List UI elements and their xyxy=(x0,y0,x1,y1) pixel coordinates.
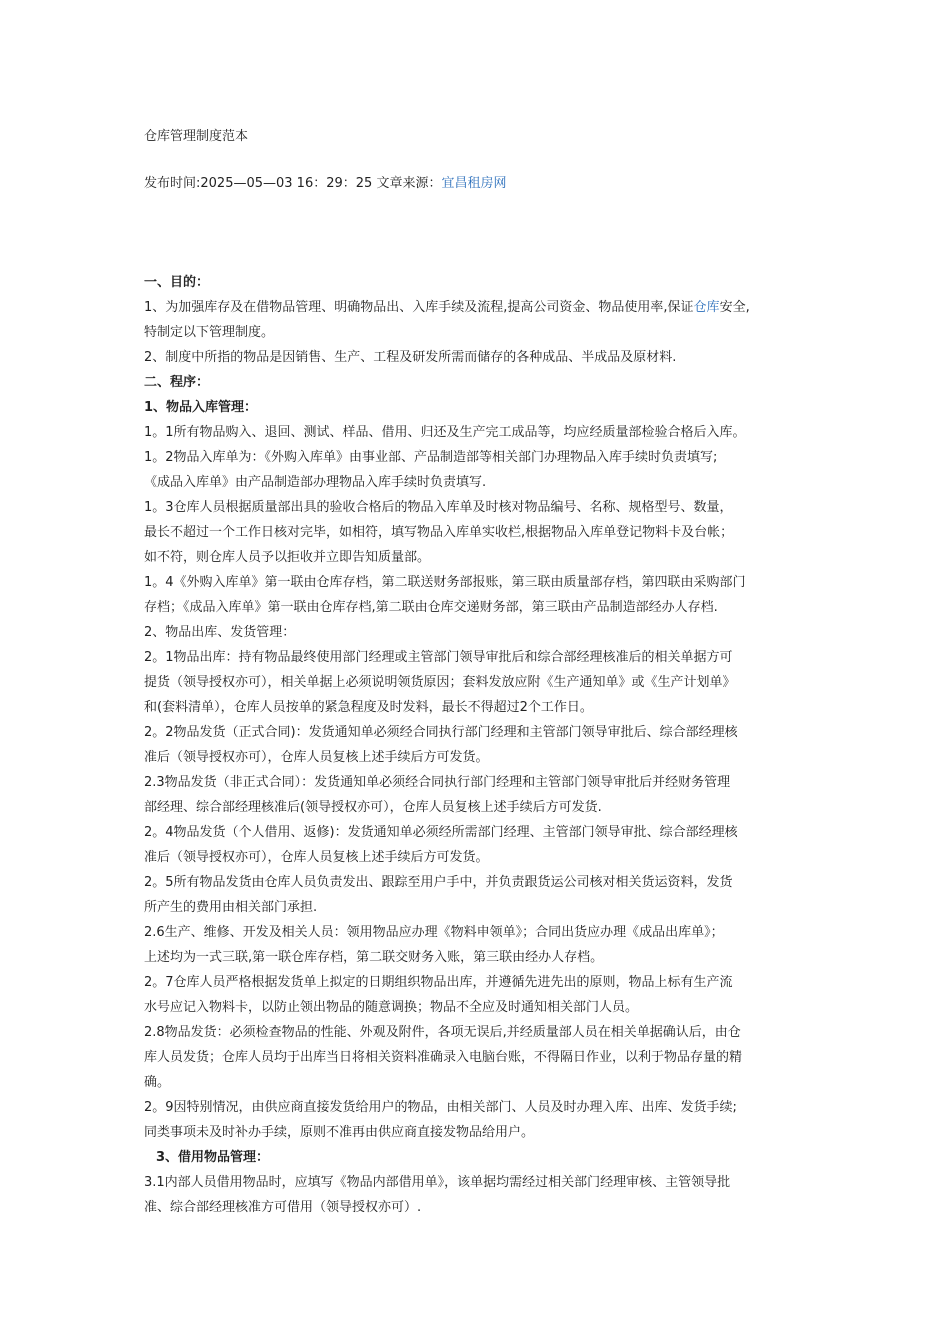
paragraph-line: 水号应记入物料卡，以防止领出物品的随意调换；物品不全应及时通知相关部门人员。 xyxy=(144,1000,639,1015)
paragraph-line: 2、物品出库、发货管理： xyxy=(144,625,296,640)
paragraph-line: 上述均为一式三联,第一联仓库存档，第二联交财务入账，第三联由经办人存档。 xyxy=(144,950,604,965)
paragraph-line: 二、程序： xyxy=(144,375,210,390)
paragraph-line: 2。1物品出库：持有物品最终使用部门经理或主管部门领导审批后和综合部经理核准后的相关单据方可 xyxy=(144,650,733,665)
paragraph-line: 1。2物品入库单为：《外购入库单》由事业部、产品制造部等相关部门办理物品入库手续时负责填写; xyxy=(144,450,718,465)
paragraph-line: 2。9因特别情况，由供应商直接发货给用户的物品，由相关部门、人员及时办理入库、出库、发货手续; xyxy=(144,1100,737,1115)
paragraph-line: 提货（领导授权亦可），相关单据上必须说明领货原因；套料发放应附《生产通知单》或《生产计划单》 xyxy=(144,675,736,690)
paragraph-line: 《成品入库单》由产品制造部办理物品入库手续时负责填写. xyxy=(144,475,487,490)
paragraph-line: 1、物品入库管理： xyxy=(144,400,258,415)
paragraph-line: 3.1内部人员借用物品时，应填写《物品内部借用单》，该单据均需经过相关部门经理审核、主管领导批 xyxy=(144,1175,731,1190)
paragraph-line: 和(套料清单），仓库人员按单的紧急程度及时发料，最长不得超过2个工作日。 xyxy=(144,700,593,715)
paragraph-line: 2。2物品发货（正式合同)：发货通知单必须经合同执行部门经理和主管部门领导审批后、综合部经理核 xyxy=(144,725,738,740)
paragraph-line: 部经理、综合部经理核准后(领导授权亦可），仓库人员复核上述手续后方可发货. xyxy=(144,800,602,815)
paragraph-line: 3、借用物品管理： xyxy=(156,1150,270,1165)
paragraph-line: 一、目的： xyxy=(144,275,210,290)
paragraph-line: 1。4《外购入库单》第一联由仓库存档，第二联送财务部报账，第三联由质量部存档，第四联由采购部门 xyxy=(144,575,746,590)
warehouse-link[interactable]: 仓库 xyxy=(693,300,720,315)
document-title: 仓库管理制度范本 xyxy=(144,129,249,144)
paragraph-line: 准、综合部经理核准方可借用（领导授权亦可）. xyxy=(144,1200,422,1215)
paragraph-line xyxy=(144,295,814,320)
line-text: 安全, xyxy=(719,300,750,315)
paragraph-line: 2、制度中所指的物品是因销售、生产、工程及研发所需而储存的各种成品、半成品及原材料. xyxy=(144,350,677,365)
line-text: 1、为加强库存及在借物品管理、明确物品出、入库手续及流程,提高公司资金、物品使用率,保证 xyxy=(144,300,694,315)
document-body xyxy=(144,270,814,1220)
paragraph-line: 最长不超过一个工作日核对完毕，如相符，填写物品入库单实收栏,根据物品入库单登记物料卡及台帐； xyxy=(144,525,734,540)
paragraph-line: 1。1所有物品购入、退回、测试、样品、借用、归还及生产完工成品等，均应经质量部检验合格后入库。 xyxy=(144,425,746,440)
paragraph-line: 准后（领导授权亦可），仓库人员复核上述手续后方可发货。 xyxy=(144,850,489,865)
paragraph-line: 库人员发货；仓库人员均于出库当日将相关资料准确录入电脑台账，不得隔日作业，以利于物品存量的精 xyxy=(144,1050,743,1065)
paragraph-line: 2。4物品发货（个人借用、返修)：发货通知单必须经所需部门经理、主管部门领导审批、综合部经理核 xyxy=(144,825,738,840)
paragraph-line: 2。7仓库人员严格根据发货单上拟定的日期组织物品出库，并遵循先进先出的原则，物品上标有生产流 xyxy=(144,975,733,990)
paragraph-line: 准后（领导授权亦可），仓库人员复核上述手续后方可发货。 xyxy=(144,750,489,765)
paragraph-line: 同类事项未及时补办手续，原则不准再由供应商直接发物品给用户。 xyxy=(144,1125,535,1140)
source-link[interactable]: 宜昌租房网 xyxy=(441,176,507,191)
paragraph-line: 2.6生产、维修、开发及相关人员：领用物品应办理《物料申领单》；合同出货应办理《成品出库单》； xyxy=(144,925,724,940)
paragraph-line: 2.3物品发货（非正式合同）：发货通知单必须经合同执行部门经理和主管部门领导审批后并经财务管理 xyxy=(144,775,731,790)
paragraph-line: 1。3仓库人员根据质量部出具的验收合格后的物品入库单及时核对物品编号、名称、规格型号、数量， xyxy=(144,500,733,515)
paragraph-line: 特制定以下管理制度。 xyxy=(144,325,275,340)
publish-meta xyxy=(144,175,506,193)
paragraph-line: 2.8物品发货：必须检查物品的性能、外观及附件，各项无误后,并经质量部人员在相关单据确认后，由仓 xyxy=(144,1025,741,1040)
paragraph-line: 所产生的费用由相关部门承担. xyxy=(144,900,318,915)
publish-time: 发布时间:2025—05—03 16：29：25 文章来源： xyxy=(144,176,442,191)
paragraph-line: 2。5所有物品发货由仓库人员负责发出、跟踪至用户手中，并负责跟货运公司核对相关货运资料，发货 xyxy=(144,875,733,890)
paragraph-line: 确。 xyxy=(144,1075,171,1090)
paragraph-line: 存档；《成品入库单》第一联由仓库存档,第二联由仓库交递财务部，第三联由产品制造部经办人存档. xyxy=(144,600,718,615)
paragraph-line: 如不符，则仓库人员予以拒收并立即告知质量部。 xyxy=(144,550,431,565)
